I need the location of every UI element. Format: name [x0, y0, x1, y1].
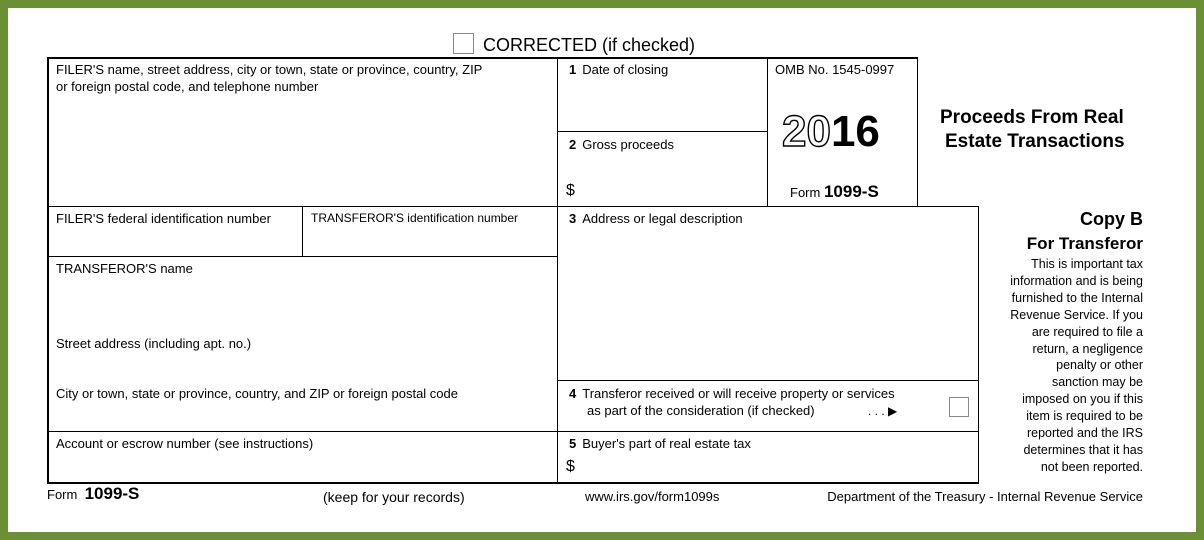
- notice-line: are required to file a: [1031, 324, 1143, 339]
- account-number-label: Account or escrow number (see instructions): [56, 436, 314, 451]
- tax-year-outline: 20: [782, 107, 831, 156]
- address-legal-description-field[interactable]: [560, 230, 976, 378]
- box2-dollar: $: [566, 182, 575, 199]
- notice-line: furnished to the Internal: [1011, 290, 1143, 305]
- copy-heading: Copy B: [1080, 209, 1143, 229]
- box2-text: Gross proceeds: [582, 137, 674, 152]
- corrected-label: CORRECTED (if checked): [483, 35, 696, 55]
- box5-text: Buyer's part of real estate tax: [582, 436, 751, 451]
- box5-label: [569, 436, 751, 452]
- divider-copy-column: [978, 206, 979, 483]
- buyer-real-estate-tax-field[interactable]: [580, 454, 976, 480]
- notice-line: information and is being: [1010, 273, 1143, 288]
- notice-line: reported and the IRS: [1026, 426, 1143, 441]
- omb-number: OMB No. 1545-0997: [775, 62, 895, 77]
- footer-department: Department of the Treasury - Internal Revenue Service: [827, 489, 1143, 504]
- divider-account-row: [47, 431, 979, 432]
- notice-line: penalty or other: [1056, 358, 1143, 373]
- notice-line: This is important tax: [1031, 257, 1143, 271]
- divider-left-center: [557, 57, 558, 483]
- notice-line: not been reported.: [1040, 459, 1143, 474]
- box4-leader-dots: . . . ▶: [868, 404, 898, 418]
- footer-keep-records: (keep for your records): [323, 489, 465, 505]
- form-title-line2: Estate Transactions: [945, 131, 1125, 152]
- divider-omb-right: [917, 57, 918, 207]
- notice-line: Revenue Service. If you: [1010, 307, 1143, 322]
- corrected-checkbox[interactable]: [453, 33, 474, 54]
- gross-proceeds-field[interactable]: [580, 160, 765, 204]
- box5-number: 5: [569, 436, 577, 451]
- box4-checkbox[interactable]: [949, 397, 969, 417]
- footer-form-word: Form: [47, 487, 78, 502]
- footer-form-id: [47, 486, 139, 503]
- box1-text: Date of closing: [582, 62, 669, 77]
- transferor-name-label: TRANSFEROR'S name: [56, 261, 193, 276]
- form-title-line1: Proceeds From Real: [940, 107, 1124, 128]
- street-address-label: Street address (including apt. no.): [56, 336, 252, 351]
- transferor-id-label: TRANSFEROR'S identification number: [311, 211, 519, 225]
- account-number-field[interactable]: [50, 455, 555, 480]
- filer-fed-id-field[interactable]: [50, 228, 300, 254]
- footer-irs-url[interactable]: www.irs.gov/form1099s: [585, 489, 720, 504]
- copy-notice: [1010, 256, 1143, 476]
- form-word-omb: Form: [790, 185, 821, 200]
- divider-row-207: [47, 206, 979, 207]
- box4-label-line2: as part of the consideration (if checked): [587, 403, 815, 418]
- transferor-name-field[interactable]: [50, 280, 555, 332]
- box2-number: 2: [569, 137, 577, 152]
- divider-box1-box2: [557, 131, 768, 132]
- divider-id-transferor: [47, 256, 558, 257]
- box4-text-line1: Transferor received or will receive property or services: [582, 386, 895, 401]
- form-id-omb: [790, 184, 879, 201]
- box1-number: 1: [569, 62, 577, 77]
- transferor-id-field[interactable]: [305, 228, 555, 254]
- form-top-border: [47, 57, 918, 59]
- divider-box1-omb: [767, 57, 768, 207]
- box5-dollar: $: [566, 458, 575, 475]
- filer-name-field[interactable]: [50, 100, 555, 204]
- box1-label: [569, 62, 668, 78]
- box3-label: [569, 211, 743, 227]
- date-of-closing-field[interactable]: [560, 82, 765, 129]
- city-label: City or town, state or province, country, and ZIP or foreign postal code: [56, 386, 458, 401]
- street-address-field[interactable]: [50, 355, 555, 383]
- form-bottom-border: [47, 482, 979, 484]
- footer-form-code: 1099-S: [84, 484, 140, 503]
- divider-id-boxes: [302, 206, 303, 257]
- notice-line: sanction may be: [1051, 375, 1143, 390]
- copy-subheading: For Transferor: [1026, 234, 1143, 253]
- form-left-border: [47, 57, 49, 483]
- box2-label: [569, 137, 674, 153]
- filer-fed-id-label: FILER'S federal identification number: [56, 211, 271, 226]
- divider-box3-box4: [557, 380, 978, 381]
- filer-name-label: FILER'S name, street address, city or town, state or province, country, ZIP: [56, 62, 483, 77]
- city-field[interactable]: [50, 405, 555, 429]
- notice-line: imposed on you if this: [1022, 392, 1143, 407]
- notice-line: determines that it has: [1023, 442, 1143, 457]
- box4-number: 4: [569, 386, 577, 401]
- box4-label-line1: [569, 386, 895, 402]
- form-code-omb: 1099-S: [823, 182, 879, 201]
- box3-number: 3: [569, 211, 577, 226]
- notice-line: return, a negligence: [1032, 341, 1143, 356]
- filer-name-label-line2: or foreign postal code, and telephone number: [56, 79, 319, 94]
- tax-year-bold: 16: [830, 107, 880, 156]
- tax-year: [782, 108, 880, 156]
- notice-line: item is required to be: [1026, 409, 1143, 424]
- box3-text: Address or legal description: [582, 211, 743, 226]
